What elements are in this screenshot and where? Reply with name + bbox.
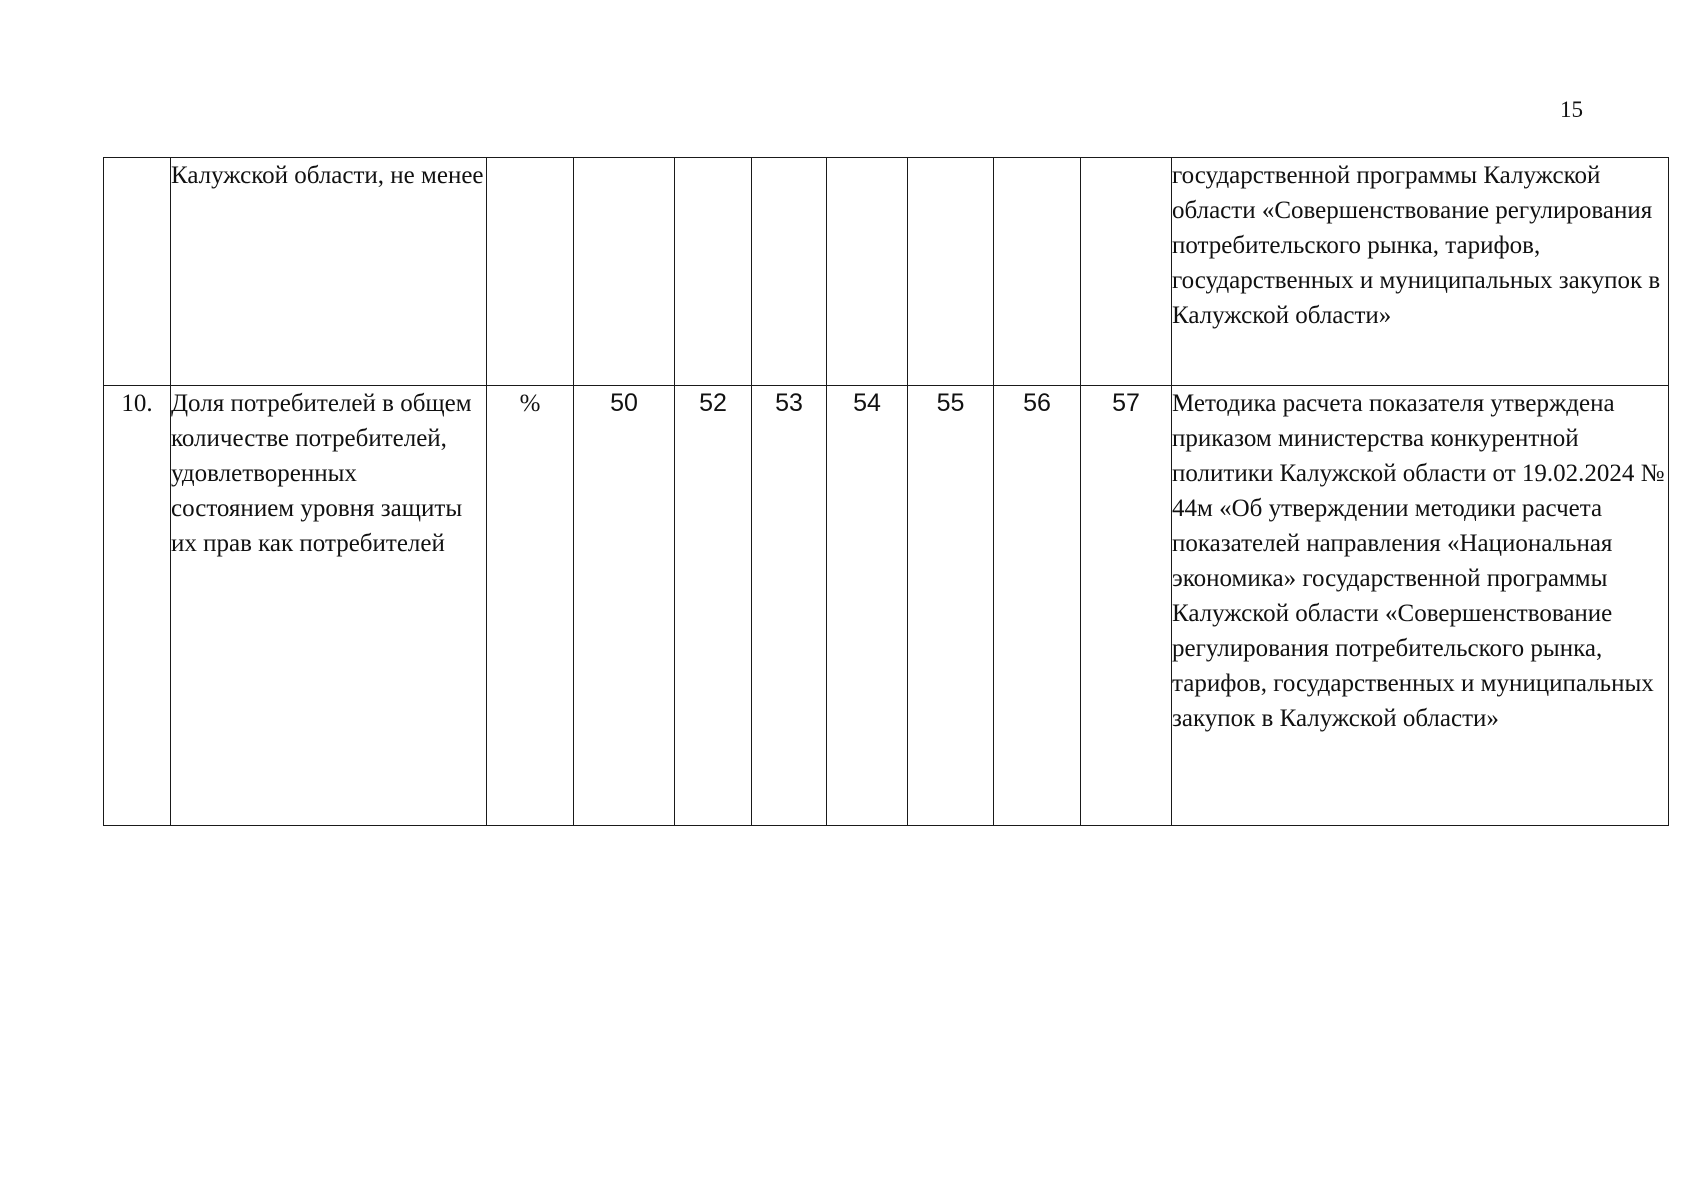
value-cell — [1081, 158, 1172, 386]
value-cell — [675, 158, 752, 386]
value-cell — [908, 158, 994, 386]
indicator-table — [103, 157, 1669, 826]
value-cell: 52 — [675, 386, 752, 826]
value-cell — [752, 158, 827, 386]
indicator-name-cell: Доля потребителей в общем количестве потребителей, удовлетворенных состоянием уровня защиты их прав как потребителей — [171, 386, 487, 826]
method-cell: Методика расчета показателя утверждена приказом министерства конкурентной политики Калужской области от 19.02.2024 № 44м «Об утверждении методики расчета показателей направления «Национальная экономика» государственной программы Калужской области «Совершенствование регулирования потребительского рынка, тарифов, государственных и муниципальных закупок в Калужской области» — [1172, 386, 1669, 826]
value-cell: 56 — [994, 386, 1081, 826]
table-row — [104, 158, 1669, 386]
indicator-name-cell: Калужской области, не менее — [171, 158, 487, 386]
row-number-cell — [104, 158, 171, 386]
value-cell: 50 — [574, 386, 675, 826]
value-cell — [827, 158, 908, 386]
value-cell — [574, 158, 675, 386]
value-cell: 53 — [752, 386, 827, 826]
unit-cell: % — [487, 386, 574, 826]
page-number: 15 — [1560, 97, 1583, 122]
unit-cell — [487, 158, 574, 386]
value-cell: 57 — [1081, 386, 1172, 826]
value-cell — [994, 158, 1081, 386]
value-cell: 55 — [908, 386, 994, 826]
method-cell: государственной программы Калужской области «Совершенствование регулирования потребительского рынка, тарифов, государственных и муниципальных закупок в Калужской области» — [1172, 158, 1669, 386]
value-cell: 54 — [827, 386, 908, 826]
row-number-cell: 10. — [104, 386, 171, 826]
table-row — [104, 386, 1669, 826]
